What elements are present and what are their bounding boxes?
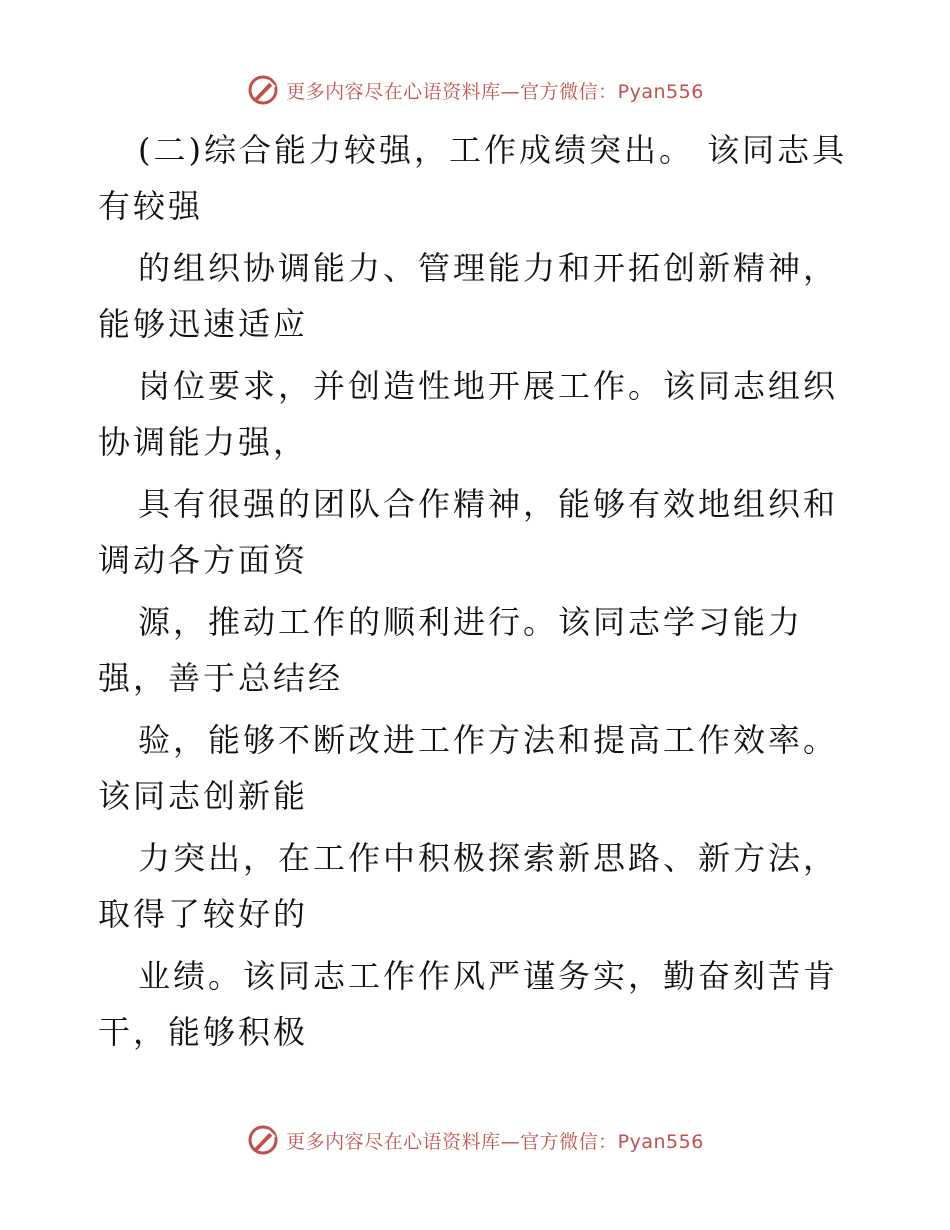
paragraph-4: 具有很强的团队合作精神，能够有效地组织和调动各方面资 <box>98 485 839 579</box>
header-watermark-group <box>246 73 704 107</box>
footer-watermark <box>0 1120 950 1160</box>
paragraph-8: 业绩。该同志工作作风严谨务实，勤奋刻苦肯干，能够积极 <box>98 957 839 1051</box>
paragraph-2: 的组织协调能力、管理能力和开拓创新精神，能够迅速适应 <box>98 249 839 343</box>
paragraph-5: 源，推动工作的顺利进行。该同志学习能力强，善于总结经 <box>98 603 804 697</box>
paragraph-3: 岗位要求，并创造性地开展工作。该同志组织协调能力强， <box>98 367 839 461</box>
footer-watermark-text: 更多内容尽在心语资料库—官方微信：Pyan556 <box>286 1130 704 1153</box>
paragraph-7: 力突出，在工作中积极探索新思路、新方法，取得了较好的 <box>98 839 839 933</box>
paragraph-1: (二)综合能力较强，工作成绩突出。 该同志具有较强 <box>98 131 848 225</box>
quill-pen-seal-icon <box>246 73 280 107</box>
header-watermark <box>0 70 950 110</box>
document-body <box>98 122 858 1066</box>
footer-watermark-group <box>246 1123 704 1157</box>
paragraph-6: 验，能够不断改进工作方法和提高工作效率。该同志创新能 <box>98 721 839 815</box>
quill-pen-seal-icon <box>246 1123 280 1157</box>
header-watermark-text: 更多内容尽在心语资料库—官方微信：Pyan556 <box>286 80 704 103</box>
